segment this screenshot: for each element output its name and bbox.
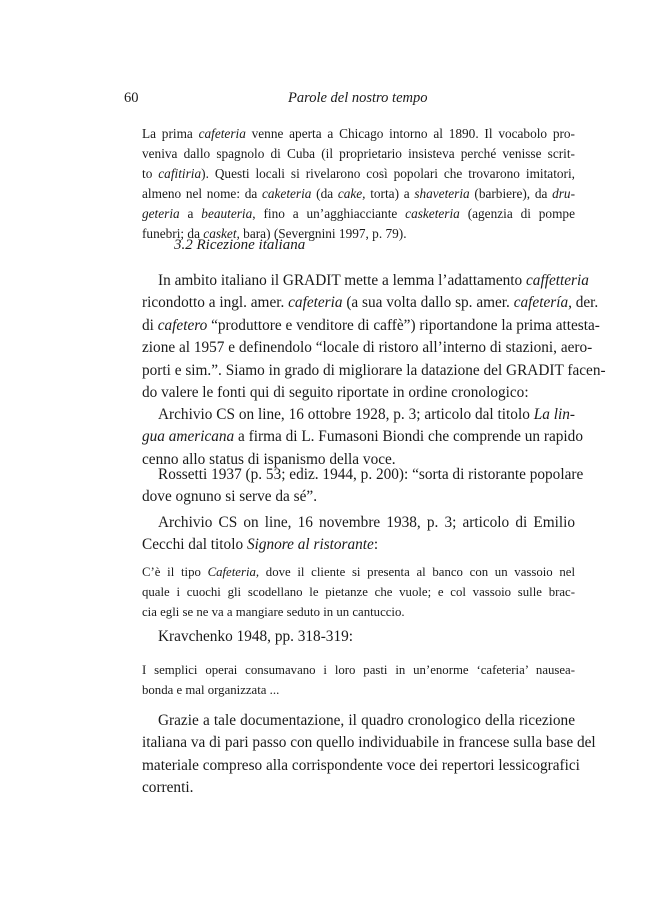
body-paragraph bbox=[142, 464, 584, 509]
intro-paragraph bbox=[142, 124, 575, 244]
text-line: bonda e mal organizzata ... bbox=[142, 683, 280, 697]
text-line: cenno allo status di ispanismo della voce. bbox=[142, 450, 396, 468]
running-title: Parole del nostro tempo bbox=[288, 90, 428, 106]
text-line: Archivio CS on line, 16 novembre 1938, p. 3; articolo di Emilio bbox=[158, 514, 575, 531]
text-line: zione al 1957 e definendolo “locale di ristoro all’interno di stazioni, aero- bbox=[142, 339, 593, 357]
block-quote bbox=[142, 562, 575, 622]
text-line: almeno nel nome: da caketeria (da cake, torta) a shaveteria (barbiere), da dru- bbox=[142, 186, 575, 201]
text-line: dove ognuno si serve da sé”. bbox=[142, 488, 318, 506]
text-line: ricondotto a ingl. amer. cafeteria (a sua volta dallo sp. amer. cafetería, der. bbox=[142, 294, 599, 312]
text-line: I semplici operai consumavano i loro pasti in un’enorme ‘cafeteria’ nausea- bbox=[142, 663, 575, 677]
text-line: cia egli se ne va a mangiare seduto in un cantuccio. bbox=[142, 605, 405, 619]
text-line: correnti. bbox=[142, 779, 194, 797]
text-line: to cafitiria). Questi locali si rivelarono così popolari che trovarono imitatori, bbox=[142, 166, 575, 181]
text-line: Grazie a tale documentazione, il quadro cronologico della ricezione bbox=[158, 712, 575, 729]
block-quote bbox=[142, 660, 575, 700]
text-line: In ambito italiano il GRADIT mette a lemma l’adattamento caffetteria bbox=[158, 272, 589, 289]
text-line: quale i cuochi gli scodellano le pietanze che vuole; e col vassoio sulle brac- bbox=[142, 585, 575, 599]
body-paragraph bbox=[142, 270, 606, 404]
text-line: materiale compreso alla corrispondente voce dei repertori lessicografici bbox=[142, 756, 580, 774]
text-line: di cafetero “produttore e venditore di caffè”) riportandone la prima attesta- bbox=[142, 316, 600, 334]
body-paragraph bbox=[142, 512, 575, 557]
text-line: geteria a beauteria, fino a un’agghiacciante casketeria (agenzia di pompe bbox=[142, 206, 575, 221]
body-paragraph bbox=[142, 626, 575, 648]
page-number: 60 bbox=[124, 90, 139, 106]
section-heading: 3.2 Ricezione italiana bbox=[174, 237, 306, 253]
text-line: funebri; da casket, bara) (Severgnini 1997, p. 79). bbox=[142, 226, 407, 241]
text-line: La prima cafeteria venne aperta a Chicago intorno al 1890. Il vocabolo pro- bbox=[142, 126, 575, 141]
text-line: italiana va di pari passo con quello individuabile in francese sulla base del bbox=[142, 734, 596, 752]
text-line: Archivio CS on line, 16 ottobre 1928, p. 3; articolo dal titolo La lin- bbox=[158, 406, 575, 423]
text-line: C’è il tipo Cafeteria, dove il cliente si presenta al banco con un vassoio nel bbox=[142, 565, 576, 579]
text-line: Cecchi dal titolo Signore al ristorante: bbox=[142, 536, 379, 554]
text-line: Kravchenko 1948, pp. 318-319: bbox=[158, 628, 353, 645]
text-line: veniva dallo spagnolo di Cuba (il proprietario insisteva perché venisse scrit- bbox=[142, 146, 575, 161]
text-line: gua americana a firma di L. Fumasoni Biondi che comprende un rapido bbox=[142, 428, 583, 446]
text-line: porti e sim.”. Siamo in grado di migliorare la datazione del GRADIT facen- bbox=[142, 361, 606, 379]
text-line: Rossetti 1937 (p. 53; ediz. 1944, p. 200): “sorta di ristorante popolare bbox=[158, 466, 584, 483]
body-paragraph bbox=[142, 710, 596, 800]
text-line: do valere le fonti qui di seguito riportate in ordine cronologico: bbox=[142, 384, 529, 402]
body-paragraph bbox=[142, 404, 583, 471]
